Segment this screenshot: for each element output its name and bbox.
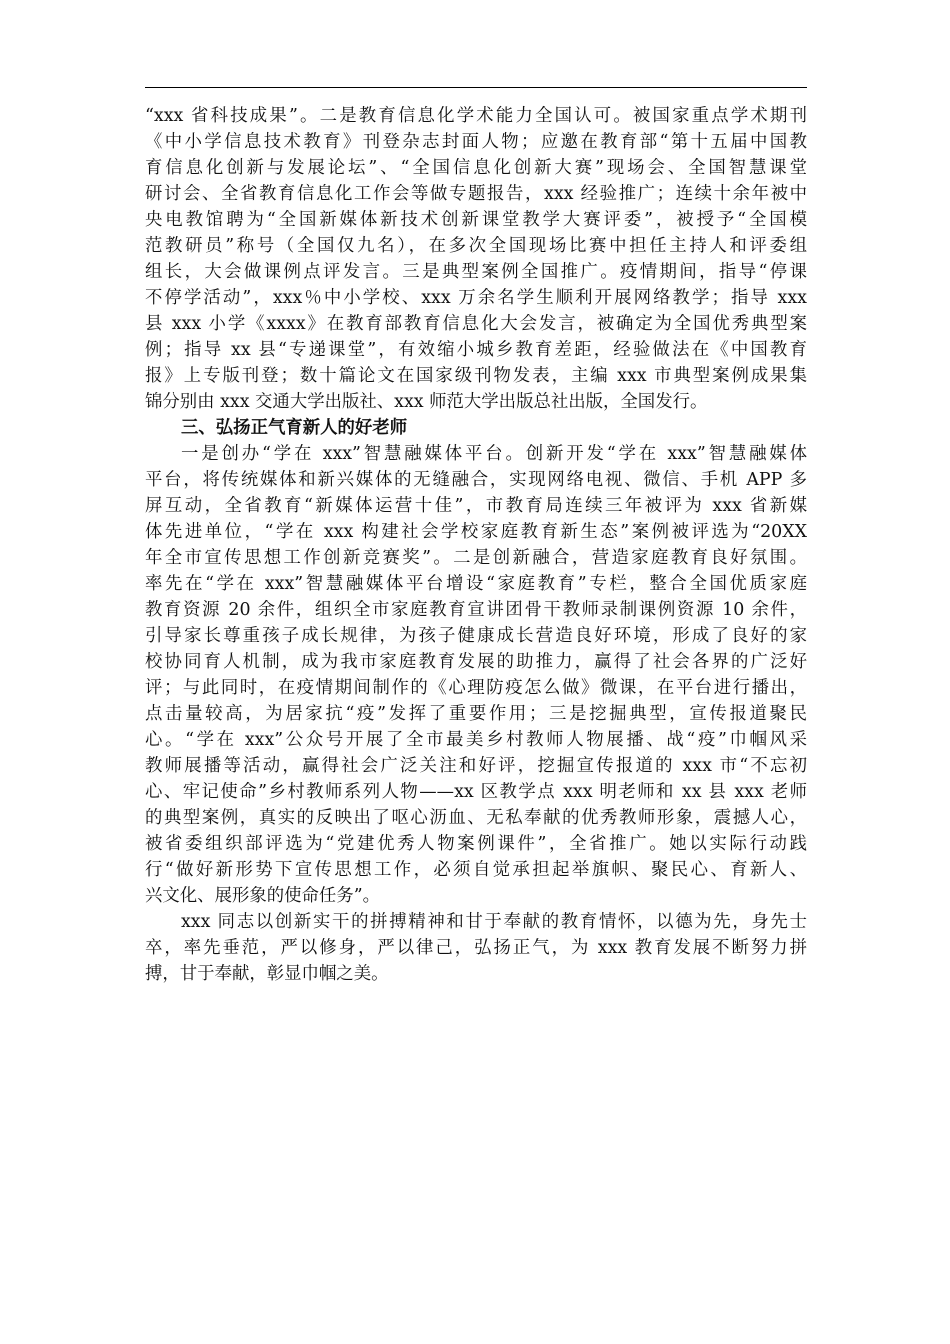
text-line: 引导家长尊重孩子成长规律，为孩子健康成长营造良好环境，形成了良好的家: [145, 626, 807, 646]
text-line: 被省委组织部评选为“党建优秀人物案例课件”，全省推广。她以实际行动践: [145, 834, 807, 854]
paragraph-1: [145, 103, 807, 415]
text-line: 《中小学信息技术教育》刊登杂志封面人物；应邀在教育部“第十五届中国教: [145, 132, 807, 152]
text-line: 育信息化创新与发展论坛”、“全国信息化创新大赛”现场会、全国智慧课堂: [145, 158, 807, 178]
text-line: 率先在“学在 xxx”智慧融媒体平台增设“家庭教育”专栏，整合全国优质家庭: [145, 574, 807, 594]
text-line: 行“做好新形势下宣传思想工作，必须自觉承担起举旗帜、聚民心、育新人、: [145, 860, 807, 880]
text-line: 屏互动，全省教育“新媒体运营十佳”，市教育局连续三年被评为 xxx 省新媒: [145, 496, 807, 516]
text-line: 例；指导 xx 县“专递课堂”，有效缩小城乡教育差距，经验做法在《中国教育: [145, 340, 807, 360]
text-line: 央电教馆聘为“全国新媒体新技术创新课堂教学大赛评委”，被授予“全国模: [145, 210, 807, 230]
text-line: “xxx 省科技成果”。二是教育信息化学术能力全国认可。被国家重点学术期刊: [145, 106, 807, 126]
text-line: 校协同育人机制，成为我市家庭教育发展的助推力，赢得了社会各界的广泛好: [145, 652, 807, 672]
text-line: 心、牢记使命”乡村教师系列人物——xx 区教学点 xxx 明老师和 xx 县 xxx 老师: [145, 782, 807, 802]
text-line: 研讨会、全省教育信息化工作会等做专题报告，xxx 经验推广；连续十余年被中: [145, 184, 807, 204]
text-line: 体先进单位，“学在 xxx 构建社会学校家庭教育新生态”案例被评选为“20XX: [145, 522, 807, 542]
header-rule: [145, 87, 807, 88]
text-line: 年全市宣传思想工作创新竞赛奖”。二是创新融合，营造家庭教育良好氛围。: [145, 548, 807, 568]
text-line: 不停学活动”，xxx％中小学校、xxx 万余名学生顺利开展网络教学；指导 xxx: [145, 288, 807, 308]
text-line: 范教研员”称号（全国仅九名），在多次全国现场比赛中担任主持人和评委组: [145, 236, 807, 256]
text-line: 卒，率先垂范，严以修身，严以律己，弘扬正气，为 xxx 教育发展不断努力拼: [145, 938, 807, 958]
document-body: [145, 103, 807, 987]
text-line: 评；与此同时，在疫情期间制作的《心理防疫怎么做》微课，在平台进行播出，: [145, 678, 807, 698]
text-line: 县 xxx 小学《xxxx》在教育部教育信息化大会发言，被确定为全国优秀典型案: [145, 314, 807, 334]
text-line: 一是创办“学在 xxx”智慧融媒体平台。创新开发“学在 xxx”智慧融媒体: [181, 444, 807, 464]
paragraph-2: [145, 441, 807, 909]
text-line: 兴文化、展形象的使命任务”。: [145, 886, 380, 906]
text-line: 教育资源 20 余件，组织全市家庭教育宣讲团骨干教师录制课例资源 10 余件，: [145, 600, 807, 620]
text-line: 搏，甘于奉献，彰显巾帼之美。: [145, 964, 389, 984]
section-heading: 三、弘扬正气育新人的好老师: [181, 418, 408, 438]
text-line: 锦分别由 xxx 交通大学出版社、xxx 师范大学出版总社出版，全国发行。: [145, 392, 708, 412]
text-line: xxx 同志以创新实干的拼搏精神和甘于奉献的教育情怀，以德为先，身先士: [181, 912, 807, 932]
text-line: 教师展播等活动，赢得社会广泛关注和好评，挖掘宣传报道的 xxx 市“不忘初: [145, 756, 807, 776]
text-line: 平台，将传统媒体和新兴媒体的无缝融合，实现网络电视、微信、手机 APP 多: [145, 470, 807, 490]
text-line: 的典型案例，真实的反映出了呕心沥血、无私奉献的优秀教师形象，震撼人心，: [145, 808, 807, 828]
text-line: 心。“学在 xxx”公众号开展了全市最美乡村教师人物展播、战“疫”巾帼风采: [145, 730, 807, 750]
paragraph-3: [145, 909, 807, 987]
text-line: 报》上专版刊登；数十篇论文在国家级刊物发表，主编 xxx 市典型案例成果集: [145, 366, 807, 386]
text-line: 组长，大会做课例点评发言。三是典型案例全国推广。疫情期间，指导“停课: [145, 262, 807, 282]
text-line: 点击量较高，为居家抗“疫”发挥了重要作用；三是挖掘典型，宣传报道聚民: [145, 704, 807, 724]
